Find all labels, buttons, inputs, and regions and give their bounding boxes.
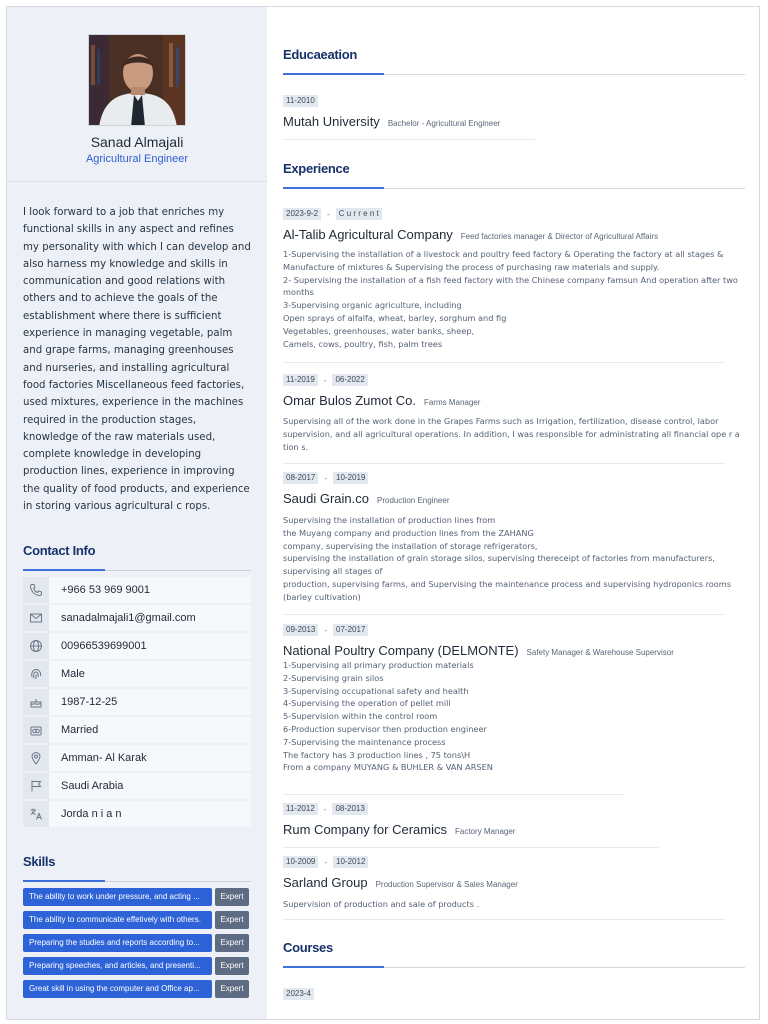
experience-heading: Experience xyxy=(283,161,350,176)
job-start-date: 11-2012 xyxy=(283,803,318,815)
skill-name: Preparing the studies and reports according to... xyxy=(23,934,212,952)
date-separator: - xyxy=(327,209,330,219)
flag-icon xyxy=(23,773,49,799)
education-line xyxy=(283,114,745,129)
job-start-date: 09-2013 xyxy=(283,624,318,636)
contact-row-address xyxy=(23,745,251,771)
date-separator: - xyxy=(323,375,327,385)
profile-title: Agricultural Engineer xyxy=(85,153,189,165)
skills-section xyxy=(7,854,267,1003)
experience-entry xyxy=(283,374,745,453)
resume-page xyxy=(6,6,760,1020)
contact-row-email xyxy=(23,605,251,631)
experience-rule xyxy=(283,188,745,189)
contact-phone[interactable]: +966 53 969 9001 xyxy=(61,584,151,596)
job-end-date: 08-2013 xyxy=(332,803,367,815)
job-position: Production Supervisor & Sales Manager xyxy=(375,880,518,889)
skill-level: Expert xyxy=(215,980,249,998)
contact-birthdate: 1987-12-25 xyxy=(61,696,118,708)
date-separator: - xyxy=(323,804,327,814)
experience-entry xyxy=(283,803,745,837)
skill-item xyxy=(23,911,251,929)
job-description: 1-Supervising all primary production materials 2-Supervising grain silos 3-Supervising occupational safety and health 4-Supervising the operation of pellet mill 5-Supervision within the control room 6-Production supervisor then production engineer 7-Supervising the maintenance process The factory has 3 production lines , 75 tons\H From a company MUYANG & BUHLER & VAN ARSEN xyxy=(283,660,493,773)
skill-item xyxy=(23,980,251,998)
cake-icon xyxy=(23,689,49,715)
contact-section xyxy=(7,543,267,829)
skills-list xyxy=(23,888,251,998)
job-position: Production Engineer xyxy=(377,496,450,505)
contact-gender: Male xyxy=(61,668,85,680)
education-degree: Bachelor - Agricultural Engineer xyxy=(387,119,501,128)
job-dates xyxy=(283,208,745,220)
mail-icon xyxy=(23,605,49,631)
job-description: Supervising all of the work done in the Grapes Farms such as Irrigation, fertilization, disease control, labor supervision, and all agricultural operations. In addition, I was responsible for administrating all financial ope r a tion s. xyxy=(283,416,740,452)
job-start-date: 2023-9-2 xyxy=(283,208,321,220)
job-dates xyxy=(283,624,745,636)
translate-icon xyxy=(23,801,49,827)
location-icon xyxy=(23,745,49,771)
skills-heading: Skills xyxy=(23,854,56,869)
job-description: Supervising the installation of production lines from the Muyang company and production lines from the ZAHANG company, supervising the installation of storage refrigerators, supervising the installation of grain storage silos, supervising thereceipt of factories from manufacturers, supervising all stages of production, supervising farms, and Supervising the maintenance process and supervising hydroponics rooms (barley cultivation) xyxy=(283,515,732,602)
courses-heading: Courses xyxy=(283,940,333,955)
job-position: Feed factories manager & Director of Agricultural Affairs xyxy=(460,232,659,241)
skill-item xyxy=(23,888,251,906)
education-school: Mutah University xyxy=(283,114,380,129)
divider xyxy=(283,463,725,464)
job-company: Al-Talib Agricultural Company xyxy=(283,227,453,242)
education-dates xyxy=(283,95,745,107)
job-company: Rum Company for Ceramics xyxy=(283,822,447,837)
job-position: Factory Manager xyxy=(455,827,516,836)
contact-list xyxy=(23,577,251,827)
job-dates xyxy=(283,803,745,815)
contact-nationality: Jorda n i a n xyxy=(61,808,122,820)
course-entry xyxy=(283,988,745,1000)
profile-header xyxy=(7,7,267,182)
job-dates xyxy=(283,472,745,484)
contact-heading: Contact Info xyxy=(23,543,96,558)
education-rule xyxy=(283,74,745,75)
job-dates xyxy=(283,856,745,868)
skills-rule xyxy=(23,881,251,882)
skill-item xyxy=(23,957,251,975)
courses-section xyxy=(283,940,745,968)
job-end-date: 10-2019 xyxy=(333,472,368,484)
experience-entry xyxy=(283,472,745,604)
contact-address: Amman- Al Karak xyxy=(61,752,147,764)
job-position: Safety Manager & Warehouse Supervisor xyxy=(526,648,674,657)
contact-country: Saudi Arabia xyxy=(61,780,124,792)
skill-level: Expert xyxy=(215,934,249,952)
job-start-date: 08-2017 xyxy=(283,472,318,484)
job-start-date: 11-2019 xyxy=(283,374,318,386)
education-start-date: 11-2010 xyxy=(283,95,318,107)
divider xyxy=(283,139,535,140)
date-separator: - xyxy=(324,625,328,635)
courses-rule xyxy=(283,967,745,968)
contact-row-phone xyxy=(23,577,251,603)
job-dates xyxy=(283,374,745,386)
contact-row-birthdate xyxy=(23,689,251,715)
divider xyxy=(283,362,725,363)
divider xyxy=(283,919,725,920)
job-line xyxy=(283,227,745,242)
experience-section xyxy=(283,161,745,189)
date-separator: - xyxy=(324,857,328,867)
contact-row-marital xyxy=(23,717,251,743)
skill-name: Great skill in using the computer and Office ap... xyxy=(23,980,212,998)
globe-icon xyxy=(23,633,49,659)
job-start-date: 10-2009 xyxy=(283,856,318,868)
skill-name: The ability to communicate effetively with others. xyxy=(23,911,212,929)
date-separator: - xyxy=(324,473,328,483)
job-end-date: 10-2012 xyxy=(333,856,368,868)
skill-level: Expert xyxy=(215,957,249,975)
skill-name: The ability to work under pressure, and acting ... xyxy=(23,888,212,906)
job-company: Saudi Grain.co xyxy=(283,491,369,506)
contact-row-country xyxy=(23,773,251,799)
contact-rule xyxy=(23,570,251,571)
profile-summary: I look forward to a job that enriches my functional skills in any aspect and refines my personality with which I can develop and also harness my knowledge and skills in communication and good relations with others and to achieve the goals of the establishment where there is sufficient experience in managing vegetable, palm and grape farms, managing greenhouses and nurseries, and installing agricultural food factories Miscellaneous feed factories, used mixtures, experience in the machines required in the production stages, knowledge of the raw materials used, complete knowledge in developing production lines, experience in improving the quality of food products, and experience in storing various agricultural c rops. xyxy=(23,207,251,513)
job-end-date: 07-2017 xyxy=(333,624,368,636)
experience-entry xyxy=(283,856,745,911)
skill-item xyxy=(23,934,251,952)
education-heading: Educaeation xyxy=(283,47,357,62)
contact-marital-status: Married xyxy=(61,724,99,736)
job-line xyxy=(283,491,745,506)
phone-icon xyxy=(23,577,49,603)
skill-name: Preparing speeches, and articles, and presenti... xyxy=(23,957,212,975)
job-company: Omar Bulos Zumot Co. xyxy=(283,393,416,408)
divider xyxy=(283,847,659,848)
skill-level: Expert xyxy=(215,888,249,906)
job-company: National Poultry Company (DELMONTE) xyxy=(283,643,519,658)
contact-row-nationality xyxy=(23,801,251,827)
contact-row-gender xyxy=(23,661,251,687)
sidebar xyxy=(7,7,267,1020)
job-line xyxy=(283,393,745,408)
profile-photo xyxy=(88,34,186,126)
job-line xyxy=(283,643,745,658)
job-position: Farms Manager xyxy=(423,398,481,407)
divider xyxy=(283,794,625,795)
experience-entry xyxy=(283,208,745,350)
rings-icon xyxy=(23,717,49,743)
profile-name: Sanad Almajali xyxy=(90,134,184,150)
profile-photo-illustration xyxy=(89,35,186,126)
experience-entry xyxy=(283,624,745,774)
divider xyxy=(283,614,725,615)
skill-level: Expert xyxy=(215,911,249,929)
fingerprint-icon xyxy=(23,661,49,687)
contact-row-website xyxy=(23,633,251,659)
job-end-date: 06-2022 xyxy=(332,374,367,386)
course-start-date: 2023-4 xyxy=(283,988,314,1000)
job-line xyxy=(283,875,745,890)
contact-email[interactable]: sanadalmajali1@gmail.com xyxy=(61,612,196,624)
job-description: 1-Supervising the installation of a livestock and poultry feed factory & Operating the factory at all stages & Manufacture of mixtures & Supervising the process of purchasing raw materials and supply. 2- Supervising the installation of a fish feed factory with the Chinese company famsun And operation after two months 3-Supervising organic agriculture, including Open sprays of alfalfa, wheat, barley, sorghum and fig Vegetables, greenhouses, water banks, sheep, Camels, cows, poultry, fish, palm trees xyxy=(283,249,738,349)
job-description: Supervision of production and sale of products . xyxy=(283,899,480,909)
job-line xyxy=(283,822,745,837)
education-entry xyxy=(283,95,745,129)
contact-website[interactable]: 00966539699001 xyxy=(61,640,147,652)
job-end-date: C u r r e n t xyxy=(336,208,382,220)
education-section xyxy=(283,47,745,75)
course-dates xyxy=(283,988,745,1000)
job-company: Sarland Group xyxy=(283,875,368,890)
